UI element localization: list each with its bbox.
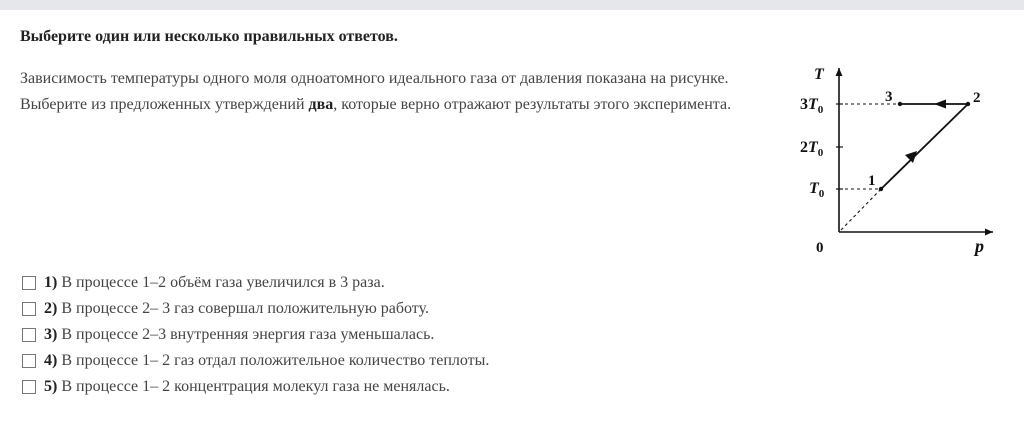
tick-label-2t0: $2T_0$	[800, 139, 824, 159]
tick-label-3t0: $3T_0$	[800, 96, 824, 116]
point-label-1: 1	[868, 173, 876, 189]
question-line-2	[20, 92, 780, 118]
option-5-checkbox[interactable]	[22, 380, 36, 394]
point-3	[898, 102, 902, 106]
option-2[interactable]	[22, 296, 489, 322]
tick-label-t0: $T_0$	[809, 180, 825, 200]
top-bar	[0, 0, 1024, 10]
question-text	[20, 66, 780, 118]
option-2-checkbox[interactable]	[22, 302, 36, 316]
option-3[interactable]	[22, 322, 489, 348]
option-1-text: В процессе 1–2 объём газа увеличился в 3 раза.	[61, 274, 385, 291]
option-5-number: 5)	[44, 378, 58, 395]
answer-options	[22, 270, 489, 400]
origin-label: 0	[816, 240, 824, 256]
point-2	[966, 102, 970, 106]
option-3-checkbox[interactable]	[22, 328, 36, 342]
question-line-2-suffix: , которые верно отражают результаты этого эксперимента.	[333, 96, 732, 113]
option-3-text: В процессе 2–3 внутренняя энергия газа уменьшалась.	[61, 326, 435, 343]
option-1-number: 1)	[44, 274, 58, 291]
option-2-number: 2)	[44, 300, 58, 317]
point-label-3: 3	[885, 89, 893, 105]
option-4[interactable]	[22, 348, 489, 374]
question-line-1: Зависимость температуры одного моля одноатомного идеального газа от давления показана на рисунке.	[20, 70, 729, 87]
process-1-2-line	[881, 104, 968, 189]
option-4-number: 4)	[44, 352, 58, 369]
question-bold-word: два	[308, 96, 334, 113]
y-axis-label: T	[814, 66, 824, 83]
process-1-2-arrow	[905, 151, 917, 163]
option-1[interactable]	[22, 270, 489, 296]
option-1-checkbox[interactable]	[22, 276, 36, 290]
option-2-text: В процессе 2– 3 газ совершал положительную работу.	[61, 300, 429, 317]
t-p-graph	[790, 58, 1000, 268]
option-5-text: В процессе 1– 2 концентрация молекул газа не менялась.	[61, 378, 450, 395]
option-5[interactable]	[22, 374, 489, 400]
question-line-2-prefix: Выберите из предложенных утверждений	[20, 96, 305, 113]
option-4-text: В процессе 1– 2 газ отдал положительное количество теплоты.	[61, 352, 490, 369]
process-2-3-arrow	[934, 100, 946, 109]
point-1	[879, 187, 883, 191]
guide-origin-to-1	[841, 189, 881, 230]
x-axis-label: p	[975, 236, 984, 256]
instruction-heading: Выберите один или несколько правильных ответов.	[20, 28, 398, 45]
option-4-checkbox[interactable]	[22, 354, 36, 368]
option-3-number: 3)	[44, 326, 58, 343]
point-label-2: 2	[973, 90, 981, 106]
